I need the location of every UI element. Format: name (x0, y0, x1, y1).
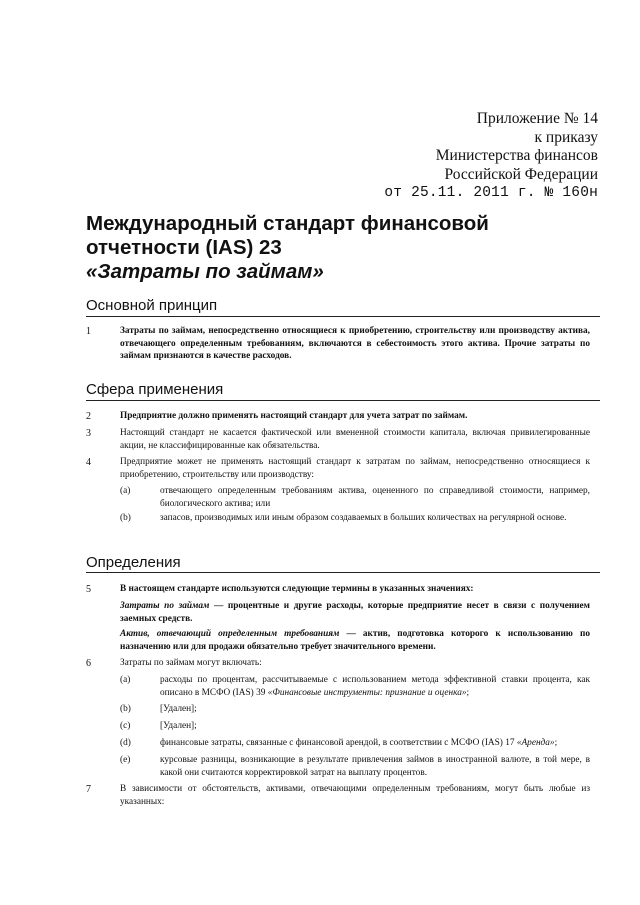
definition-term: Актив, отвечающий определенным требованиям (120, 629, 340, 639)
paragraph-3: Настоящий стандарт не касается фактической или вмененной стоимости капитала, включая привилегированные акции, не классифицированные как обязательства. (120, 428, 590, 451)
list-item: [Удален]; (160, 704, 197, 714)
title-line-1: Международный стандарт финансовой (86, 212, 489, 235)
paragraph-number: 4 (86, 457, 91, 468)
list-item: запасов, производимых или иным образом создаваемых в больших количествах на регулярной основе. (160, 513, 567, 523)
paragraph-number: 1 (86, 326, 91, 337)
section-divider (86, 316, 600, 317)
annex-country: Российской Федерации (444, 165, 598, 183)
paragraph-1: Затраты по займам, непосредственно относящиеся к приобретению, строительству или производству актива, отвечающего определенным требованиям, включаются в себестоимость этого актива. Прочие затраты по займам признаются в качестве расходов. (120, 326, 590, 362)
list-label: (b) (120, 513, 131, 523)
section-heading-scope: Сфера применения (86, 381, 224, 398)
paragraph-number: 2 (86, 411, 91, 422)
paragraph-number: 5 (86, 584, 91, 595)
document-title (86, 212, 566, 284)
title-line-2: отчетности (IAS) 23 (86, 236, 282, 259)
paragraph-7: В зависимости от обстоятельств, активами, отвечающими определенным требованиям, могут быть любые из указанных: (120, 784, 590, 807)
list-item-text: расходы по процентам, рассчитываемые с использованием метода эффективной ставки процента, как описано в МСФО (IAS) 39 (160, 675, 590, 698)
list-item: отвечающего определенным требованиям актива, оцененного по справедливой стоимости, например, биологического актива; или (160, 486, 590, 509)
list-label: (b) (120, 704, 131, 714)
list-item-tail: ; (554, 738, 558, 748)
annex-header (384, 110, 598, 203)
list-item: курсовые разницы, возникающие в результате привлечения займов в иностранной валюте, в той мере, в какой они считаются корректировкой затрат на выплату процентов. (160, 755, 590, 778)
definition-qualifying-asset (120, 628, 590, 653)
list-item-reference: «Аренда» (516, 738, 555, 748)
definition-borrowing-costs (120, 600, 590, 625)
annex-date: от 25.11. 2011 г. № 160н (384, 185, 598, 201)
section-heading-core: Основной принцип (86, 297, 218, 314)
list-item (160, 737, 590, 750)
annex-number: Приложение № 14 (476, 110, 598, 127)
paragraph-number: 7 (86, 784, 91, 795)
paragraph-number: 3 (86, 428, 91, 439)
list-item (160, 674, 590, 699)
paragraph-2: Предприятие должно применять настоящий стандарт для учета затрат по займам. (120, 411, 468, 421)
list-label: (e) (120, 755, 131, 765)
list-item-tail: ; (466, 687, 470, 698)
list-item-reference: «Финансовые инструменты: признание и оценка» (267, 687, 467, 698)
paragraph-4: Предприятие может не применять настоящий стандарт к затратам по займам, непосредственно относящиеся к приобретению, строительству или производству: (120, 457, 590, 480)
definition-term: Затраты по займам (120, 601, 210, 611)
title-line-3: «Затраты по займам» (86, 260, 324, 283)
section-heading-definitions: Определения (86, 554, 181, 571)
list-label: (a) (120, 486, 131, 496)
section-divider (86, 572, 600, 573)
annex-order: к приказу (534, 128, 598, 146)
paragraph-5-intro: В настоящем стандарте используются следующие термины в указанных значениях: (120, 584, 474, 594)
list-label: (c) (120, 721, 131, 731)
paragraph-6-intro: Затраты по займам могут включать: (120, 658, 262, 668)
list-item: [Удален]; (160, 721, 197, 731)
list-item-text: финансовые затраты, связанные с финансовой арендой, в соответствии с МСФО (IAS) 17 (160, 738, 517, 748)
list-label: (a) (120, 675, 131, 685)
definition-text: — актив, подготовка которого к использованию по назначению или для продажи обязательно требует значительного времени. (120, 629, 591, 652)
section-divider (86, 400, 600, 401)
list-label: (d) (120, 738, 131, 748)
annex-ministry: Министерства финансов (435, 147, 598, 164)
paragraph-number: 6 (86, 658, 91, 669)
definition-text: — процентные и другие расходы, которые предприятие несет в связи с получением заемных средств. (120, 601, 591, 624)
